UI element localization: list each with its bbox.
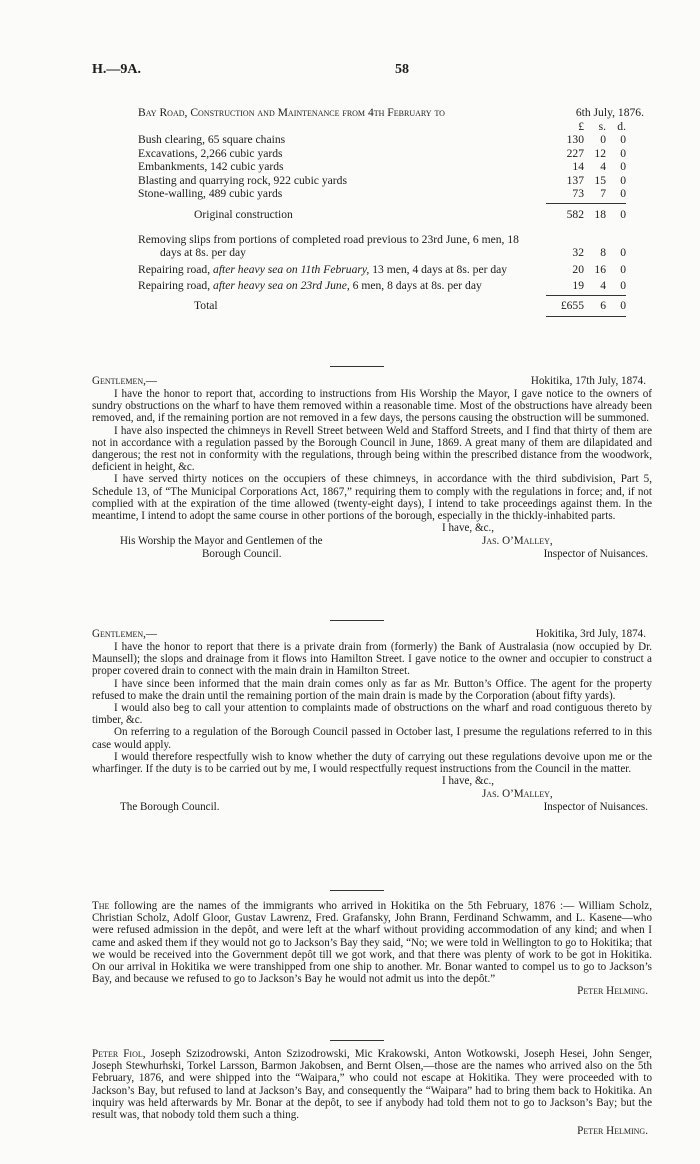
letter-paragraph: I would also beg to call your attention to complaints made of obstructions on the wharf and road contiguous thereto by timber, &c. <box>92 702 652 727</box>
account-line: Blasting and quarrying rock, 922 cubic yards 137 15 0 <box>138 173 626 187</box>
account-line: Removing slips from portions of completed road previous to 23rd June, 6 men, 18 days at 8s. per day 32 8 0 <box>138 232 626 260</box>
account-title: Bay Road, Construction and Maintenance from 4th February to 6th July, 1876. <box>138 106 644 119</box>
account-date: 6th July, 1876. <box>575 106 644 119</box>
account-line: Stone-walling, 489 cubic yards 73 7 0 <box>138 187 626 201</box>
place-date: Hokitika, 3rd July, 1874. <box>535 628 646 640</box>
total-underline <box>546 316 626 317</box>
statement-paragraph: Peter Fiol, Joseph Szizodrowski, Anton Szizodrowski, Mic Krakowski, Anton Wotkowski, Joseph Hesei, John Senger, Joseph Stewhurhski, Torkel Larsson, Barmon Jakobsen, and Bernt Olsen,—those are the names who arrived also on the 5th February, 1876, and were shipped into the “Waipara,” who could not escape at Hokitika. They were proceeded with to Jackson’s Bay, but refused to land at Jackson’s Bay, and consequently the “Waipara” had to bring them back to Hokitika. An inquiry was held afterwards by Mr. Bonar at the depôt, to see if anybody had told them not to go to Jackson’s Bay; but the result was, that nobody told them such a thing. <box>92 1048 652 1122</box>
letter-paragraph: On referring to a regulation of the Borough Council passed in October last, I presume the regulations referred to in this case would apply. <box>92 726 652 751</box>
statement-paragraph: The following are the names of the immigrants who arrived in Hokitika on the 5th February, 1876 :— William Scholz, Christian Scholz, Adolf Gloor, Gustav Lawrenz, Fred. Grafansky, John Brann, Ferdinand Schwamm, and L. Kasene—who were refused admission in the depôt, and were left at the wharf without providing accommodation of any kind; and when I came and asked them if they would not go to Jackson’s Bay they said, “No; we were told in Wellington to go to Hokitika; that we would be received into the Government depôt till we got work, and that there was plenty of work to be got in Hokitika. On our arrival in Hokitika we were transhipped from one ship to another. Mr. Bonar wanted to compel us to go to Jackson’s Bay, and because we refused to go to Jackson’s Bay he would not admit us into the depôt.” <box>92 900 652 986</box>
account-line: Bush clearing, 65 square chains 130 0 0 <box>138 133 626 147</box>
letter-drain <box>92 628 652 814</box>
account-line: Repairing road, after heavy sea on 23rd June, 6 men, 8 days at 8s. per day 19 4 0 <box>138 279 626 293</box>
letter-paragraph: I have served thirty notices on the occupiers of these chimneys, in accordance with the third subdivision, Part 5, Schedule 13, of “The Municipal Corporations Act, 1867,” requiring them to comply with the regulations in force; and, if not complied with at the expiration of the time allowed (twenty-eight days), I intend to take proceedings against them. In the meantime, I intend to adopt the same course in other portions of the borough, especially in the thickly-inhabited parts. <box>92 473 652 523</box>
signer-name: Peter Helming. <box>577 1125 648 1138</box>
account-line: Embankments, 142 cubic yards 14 4 0 <box>138 160 626 174</box>
place-date: Hokitika, 17th July, 1874. <box>530 375 646 387</box>
letter-paragraph: I have since been informed that the main drain comes only as far as Mr. Button’s Office. The agent for the property refused to make the drain until the remaining portion of the main drain is made by the Corporation (about fifty yards). <box>92 677 652 702</box>
letter-paragraph: I would therefore respectfully wish to know whether the duty of carrying out these regulations devoive upon me or the wharfinger. If the duty is to be carried out by me, I would respectfully request instructions from the Council in the matter. <box>92 750 652 776</box>
account-line: Repairing road, after heavy sea on 11th February, 13 men, 4 days at 8s. per day 20 16 0 <box>138 262 626 276</box>
letter-chimneys <box>92 375 652 561</box>
signer-title: Inspector of Nuisances. <box>543 801 648 814</box>
salutation: Gentlemen,— <box>92 628 157 640</box>
account-statement <box>138 106 644 320</box>
letter-paragraph: I have the honor to report that there is a private drain from (formerly) the Bank of Australasia (now occupied by Dr. Maunsell); the slops and drainage from it flows into Hamilton Street. I gave notice to the owner and occupier to construct a proper covered drain to connect with the main drain in Hamilton Street. <box>92 641 652 678</box>
section-separator <box>330 366 384 367</box>
total-line: Total £655 6 0 <box>194 299 626 313</box>
currency-header: £ s. d. <box>578 120 626 133</box>
page-number: 58 <box>395 62 409 77</box>
signer-name: Peter Helming. <box>577 985 648 998</box>
signer-name: Jas. O’Malley, <box>482 788 553 801</box>
statement-immigrants <box>92 900 652 998</box>
account-line: Excavations, 2,266 cubic yards 227 12 0 <box>138 146 626 160</box>
report-reference: H.—9A. <box>92 62 141 77</box>
total-rule <box>546 295 626 296</box>
closing: I have, &c., <box>442 522 495 535</box>
letter-paragraph: I have also inspected the chimneys in Revell Street between Weld and Stafford Streets, and I find that thirty of them are not in accordance with a regulation passed by the Borough Council in June, 1869. A great many of them are dilapidated and dangerous; the rest not in conformity with the regulations, through being within the prescribed distance from the woodwork, deficient in height, &c. <box>92 424 652 474</box>
signer-title: Inspector of Nuisances. <box>543 548 648 561</box>
page-header <box>92 62 640 82</box>
addressee: Borough Council. <box>202 548 282 561</box>
addressee: His Worship the Mayor and Gentlemen of the <box>120 535 323 548</box>
section-separator <box>330 890 384 891</box>
addressee: The Borough Council. <box>120 801 220 814</box>
statement-waipara <box>92 1048 652 1137</box>
salutation: Gentlemen,— <box>92 375 157 387</box>
section-separator <box>330 620 384 621</box>
letter-paragraph: I have the honor to report that, according to instructions from His Worship the Mayor, I gave notice to the owners of sundry obstructions on the wharf to have them removed within a reasonable time. Most of the obstructions have already been removed, and, if the remaining portion are not removed in a few days, the persons causing the obstruction will be summoned. <box>92 388 652 425</box>
subtotal-rule <box>546 203 626 204</box>
closing: I have, &c., <box>442 775 495 788</box>
original-construction-line: Original construction 582 18 0 <box>194 208 626 222</box>
signer-name: Jas. O’Malley, <box>482 535 553 548</box>
section-separator <box>330 1040 384 1041</box>
